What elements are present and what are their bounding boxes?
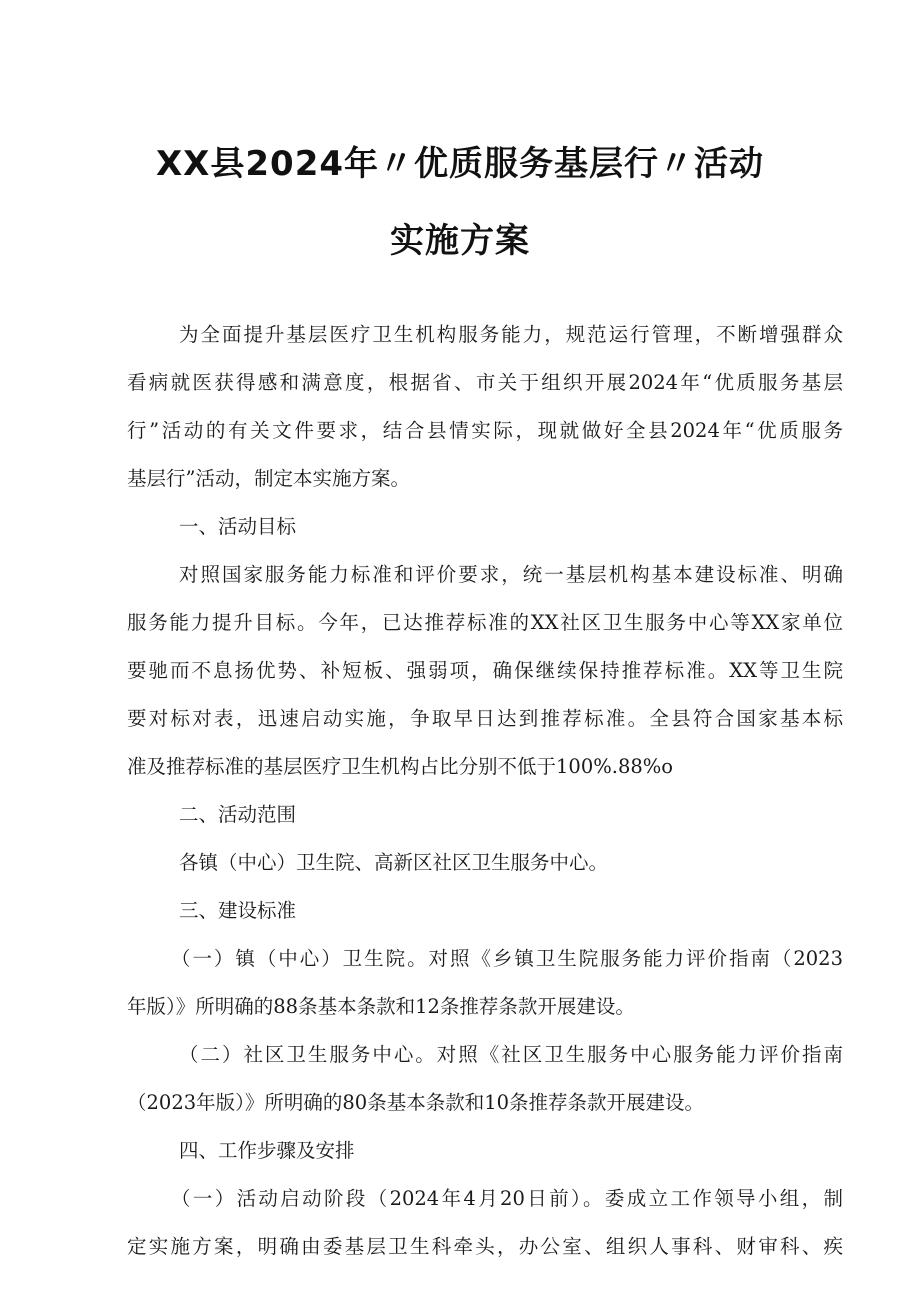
paragraph-line: 服务能力提升目标。今年，已达推荐标准的XX社区卫生服务中心等XX家单位 xyxy=(127,611,843,634)
paragraph-line: 基层行”活动，制定本实施方案。 xyxy=(127,467,410,490)
section-heading: 三、建设标准 xyxy=(179,899,297,922)
paragraph-line: 要对标对表，迅速启动实施，争取早日达到推荐标准。全县符合国家基本标 xyxy=(127,707,843,730)
section-heading: 四、工作步骤及安排 xyxy=(179,1139,355,1162)
paragraph-line: 行”活动的有关文件要求，结合县情实际，现就做好全县2024年“优质服务 xyxy=(127,419,843,442)
paragraph-line: 各镇（中心）卫生院、高新区社区卫生服务中心。 xyxy=(179,851,609,874)
paragraph-line: 要驰而不息扬优势、补短板、强弱项，确保继续保持推荐标准。XX等卫生院 xyxy=(127,659,843,682)
paragraph-line: 为全面提升基层医疗卫生机构服务能力，规范运行管理，不断增强群众 xyxy=(179,323,843,346)
section-heading: 一、活动目标 xyxy=(179,515,297,538)
paragraph-line: （二）社区卫生服务中心。对照《社区卫生服务中心服务能力评价指南 xyxy=(179,1043,843,1066)
document-title-line1: XX县2024年〃优质服务基层行〃活动 xyxy=(155,144,765,184)
paragraph-line: 定实施方案，明确由委基层卫生科牵头，办公室、组织人事科、财审科、疾 xyxy=(127,1235,843,1258)
section-heading: 二、活动范围 xyxy=(179,803,297,826)
paragraph-line: 看病就医获得感和满意度，根据省、市关于组织开展2024年“优质服务基层 xyxy=(127,371,843,394)
paragraph-line: 对照国家服务能力标准和评价要求，统一基层机构基本建设标准、明确 xyxy=(179,563,843,586)
paragraph-line: 准及推荐标准的基层医疗卫生机构占比分别不低于100%.88%o xyxy=(127,755,674,778)
paragraph-line: 年版）》所明确的88条基本条款和12条推荐条款开展建设。 xyxy=(127,995,635,1018)
paragraph-line: （一）镇（中心）卫生院。对照《乡镇卫生院服务能力评价指南（2023 xyxy=(171,947,843,970)
paragraph-line: （2023年版）》所明确的80条基本条款和10条推荐条款开展建设。 xyxy=(127,1091,705,1114)
document-title-line2: 实施方案 xyxy=(390,221,530,261)
paragraph-line: （一）活动启动阶段（2024年4月20日前）。委成立工作领导小组，制 xyxy=(171,1187,843,1210)
